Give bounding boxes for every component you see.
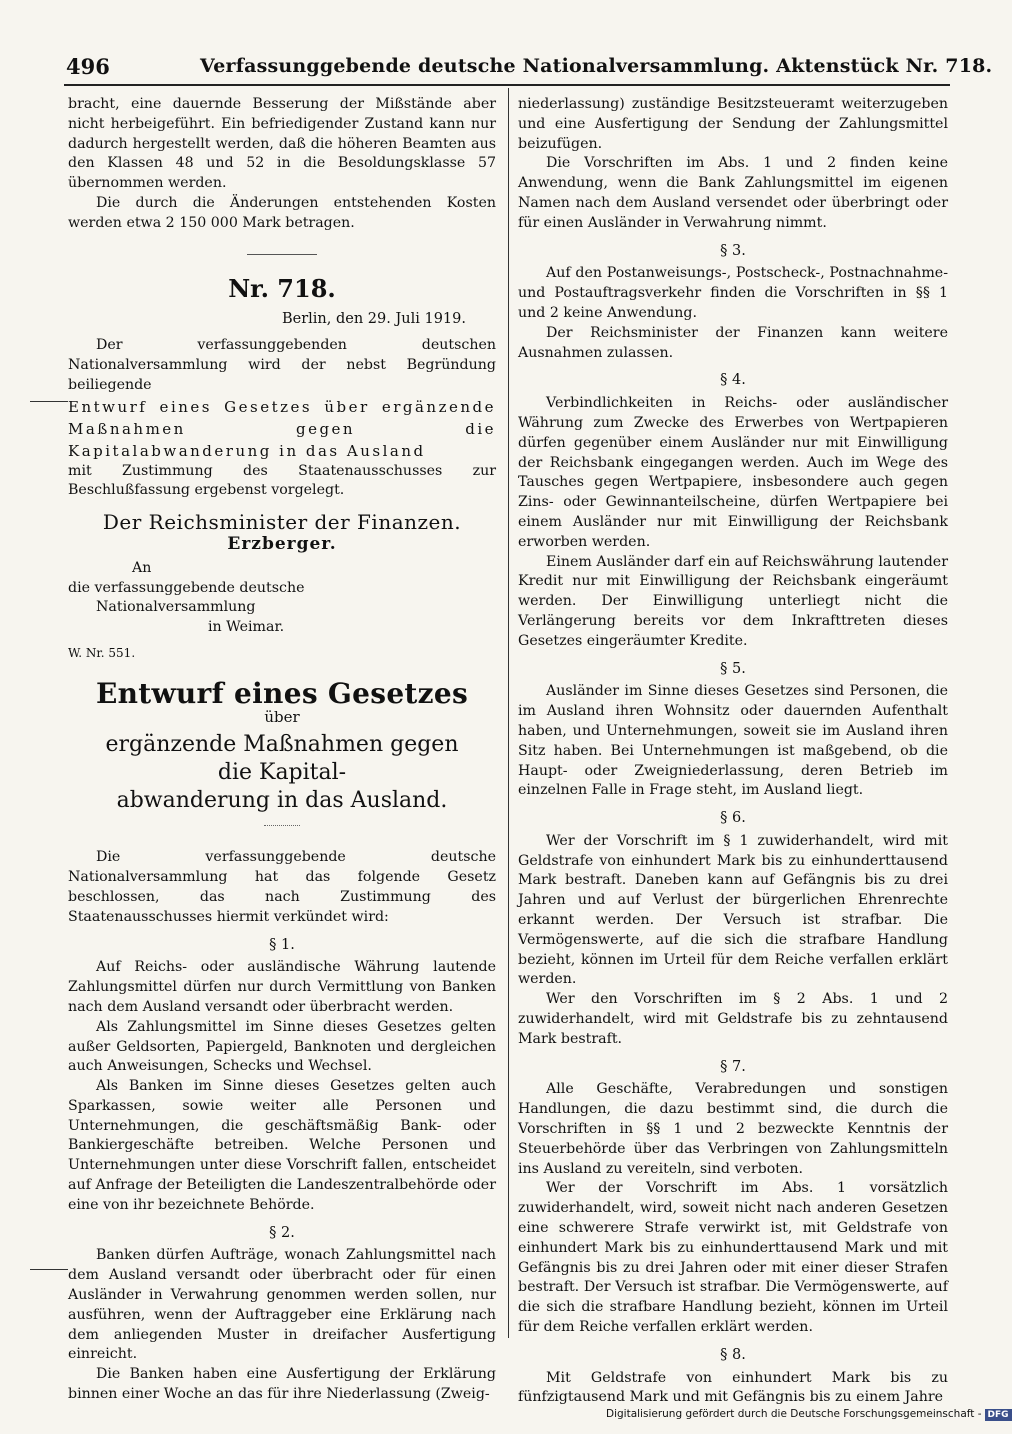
paragraph: Der Reichsminister der Finanzen kann weitere Ausnahmen zulassen. — [518, 324, 948, 361]
paragraph: Die Banken haben eine Ausfertigung der Erklärung binnen einer Woche an das für ihre Niederlassung (Zweig- — [68, 1366, 496, 1403]
paragraph: mit Zustimmung des Staatenausschusses zur Beschlußfassung ergebenst vorgelegt. — [68, 462, 496, 499]
reference-number: W. Nr. 551. — [68, 645, 136, 660]
address-line: An — [132, 559, 152, 576]
paragraph: Einem Ausländer darf ein auf Reichswährung lautender Kredit nur mit Einwilligung der Reichsbank eingeräumt werden. Der Einwilligung unterliegt nicht die Verlängerung bereits vor dem Inkrafttreten dieses Gesetzes eingeräumter Kredite. — [518, 553, 948, 649]
address-line: Nationalversammlung — [96, 599, 256, 616]
paragraph: bracht, eine dauernde Besserung der Mißstände aber nicht herbeigeführt. Ein befriedigender Zustand kann nur dadurch hergestellt werden, daß die höheren Beamten aus den Klassen 48 und 52 in die Besoldungsklasse 57 übernommen werden. — [68, 96, 496, 192]
paragraph: Mit Geldstrafe von einhundert Mark bis zu fünfzigtausend Mark und mit Gefängnis bis zu einem Jahre — [518, 1369, 948, 1406]
margin-mark — [30, 401, 68, 402]
paragraph: Banken dürfen Aufträge, wonach Zahlungsmittel nach dem Ausland versandt oder überbracht oder für einen Ausländer in Verwahrung genommen werden sollen, nur ausführen, wenn der Auftraggeber eine Erklärung nach dem anliegenden Muster in dreifacher Ausfertigung einreicht. — [68, 1247, 496, 1363]
draft-title-connector: über — [264, 707, 300, 726]
signature-name: Erzberger. — [227, 533, 337, 554]
minister-title: Der Reichsminister der Finanzen. — [102, 510, 462, 535]
bill-title-spaced: Entwurf eines Gesetzes über ergänzende Maßnahmen gegen die Kapitalabwanderung in das Ausland — [68, 397, 496, 460]
draft-title: Entwurf eines Gesetzes — [95, 676, 469, 710]
paragraph: Die verfassunggebende deutsche Nationalversammlung hat das folgende Gesetz beschlossen, das nach Zustimmung des Staatenausschusses hiermit verkündet wird: — [68, 849, 496, 925]
digitization-credit — [606, 1408, 1012, 1421]
credit-text: Digitalisierung gefördert durch die Deutsche Forschungsgemeinschaft - — [606, 1408, 982, 1420]
paragraph: Verbindlichkeiten in Reichs- oder ausländischer Währung zum Zwecke des Erwerbes von Wertpapieren dürfen gegenüber einem Ausländer nur mit Einwilligung der Reichsbank eingegangen werden. Auch im Wege des Tausches gegen Wertpapiere, insbesondere auch gegen Zins- oder Gewinnanteilscheine, dürfen Wertpapiere bei einem Ausländer nur mit Einwilligung der Reichsbank erworben werden. — [518, 395, 948, 550]
section-heading: § 6. — [720, 810, 746, 827]
document-number: Nr. 718. — [228, 273, 336, 303]
paragraph: Auf den Postanweisungs-, Postscheck-, Postnachnahme- und Postauftragsverkehr finden die Vorschriften in §§ 1 und 2 keine Anwendung. — [518, 265, 948, 321]
paragraph: Wer den Vorschriften im § 2 Abs. 1 und 2 zuwiderhandelt, wird mit Geldstrafe bis zu zehntausend Mark bestraft. — [518, 991, 948, 1047]
paragraph: Auf Reichs- oder ausländische Währung lautende Zahlungsmittel dürfen nur durch Vermittlung von Banken nach dem Ausland versandt oder überbracht werden. — [68, 959, 496, 1015]
column-divider — [508, 88, 509, 1338]
page-number: 496 — [66, 54, 110, 79]
paragraph: Wer der Vorschrift im § 1 zuwiderhandelt, wird mit Geldstrafe von einhundert Mark bis zu einhunderttausend Mark bestraft. Daneben kann auf Gefängnis bis zu drei Jahren und auf Verlust der bürgerlichen Ehrenrechte erkannt werden. Der Versuch ist strafbar. Die Vermögenswerte, auf die sich die strafbare Handlung bezieht, können im Urteil für dem Reiche verfallen erklärt werden. — [518, 832, 948, 988]
separator-rule — [264, 825, 300, 826]
paragraph: Ausländer im Sinne dieses Gesetzes sind Personen, die im Ausland ihren Wohnsitz oder dauernden Aufenthalt haben, und Unternehmungen, soweit sie im Ausland ihren Sitz haben. Bei Unternehmungen ist maßgebend, ob die Haupt- oder Zweigniederlassung, deren Betrieb im einzelnen Falle in Frage steht, im Ausland liegt. — [518, 683, 948, 799]
section-heading: § 5. — [720, 660, 746, 677]
section-heading: § 2. — [269, 1224, 295, 1241]
section-heading: § 1. — [269, 936, 295, 953]
paragraph: niederlassung) zuständige Besitzsteueramt weiterzugeben und eine Ausfertigung der Sendung der Zahlungsmittel beizufügen. — [518, 96, 948, 152]
margin-mark — [30, 1269, 68, 1270]
right-column — [518, 95, 948, 1408]
paragraph: Die Vorschriften im Abs. 1 und 2 finden keine Anwendung, wenn die Bank Zahlungsmittel im eigenen Namen nach dem Ausland versendet oder überbringt oder für einen Ausländer in Verwahrung nimmt. — [518, 155, 948, 231]
paragraph: Als Banken im Sinne dieses Gesetzes gelten auch Sparkassen, sowie weiter alle Personen und Unternehmungen, die geschäftsmäßig Bank- oder Bankiergeschäfte betreiben. Welche Personen und Unternehmungen unter diese Vorschrift fallen, entscheidet auf Anfrage der Beteiligten die Landeszentralbehörde oder eine von ihr bezeichnete Behörde. — [68, 1078, 496, 1213]
address-line: die verfassunggebende deutsche — [68, 579, 305, 596]
paragraph: Die durch die Änderungen entstehenden Kosten werden etwa 2 150 000 Mark betragen. — [68, 194, 496, 231]
section-heading: § 7. — [720, 1058, 746, 1075]
dateline: Berlin, den 29. Juli 1919. — [281, 311, 466, 328]
section-heading: § 8. — [720, 1346, 746, 1363]
section-heading: § 3. — [720, 242, 746, 259]
paragraph: Wer der Vorschrift im Abs. 1 vorsätzlich zuwiderhandelt, wird, soweit nicht nach anderen Gesetzen eine schwerere Strafe verwirkt ist, mit Geldstrafe von einhundert Mark bis zu einhunderttausend Mark und mit Gefängnis bis zu drei Jahren oder mit einer dieser Strafen bestraft. Der Versuch ist strafbar. Die Vermögenswerte, auf die sich die strafbare Handlung bezieht, können im Urteil für dem Reiche verfallen erklärt werden. — [518, 1180, 948, 1336]
draft-subtitle: abwanderung in das Ausland. — [116, 788, 448, 814]
page-header — [64, 48, 993, 86]
paragraph: Der verfassunggebenden deutschen Nationalversammlung wird der nebst Begründung beiliegende — [68, 337, 496, 393]
separator-rule — [247, 254, 317, 255]
paragraph: Als Zahlungsmittel im Sinne dieses Gesetzes gelten außer Geldsorten, Papiergeld, Banknoten und dergleichen auch Anweisungen, Schecks und Wechsel. — [68, 1018, 496, 1075]
dfg-logo-icon: DFG — [985, 1409, 1012, 1421]
left-column — [68, 95, 496, 1405]
paragraph: Alle Geschäfte, Verabredungen und sonstigen Handlungen, die dazu bestimmt sind, die durch die Vorschriften in §§ 1 und 2 bezweckte Kenntnis der Steuerbehörde über das Verbringen von Zahlungsmitteln ins Ausland zu vereiteln, sind verboten. — [518, 1081, 948, 1177]
section-heading: § 4. — [720, 372, 746, 389]
address-line: in Weimar. — [208, 619, 285, 636]
running-title: Verfassunggebende deutsche Nationalversammlung. Aktenstück Nr. 718. — [200, 55, 993, 77]
draft-subtitle: ergänzende Maßnahmen gegen die Kapital- — [105, 732, 459, 786]
